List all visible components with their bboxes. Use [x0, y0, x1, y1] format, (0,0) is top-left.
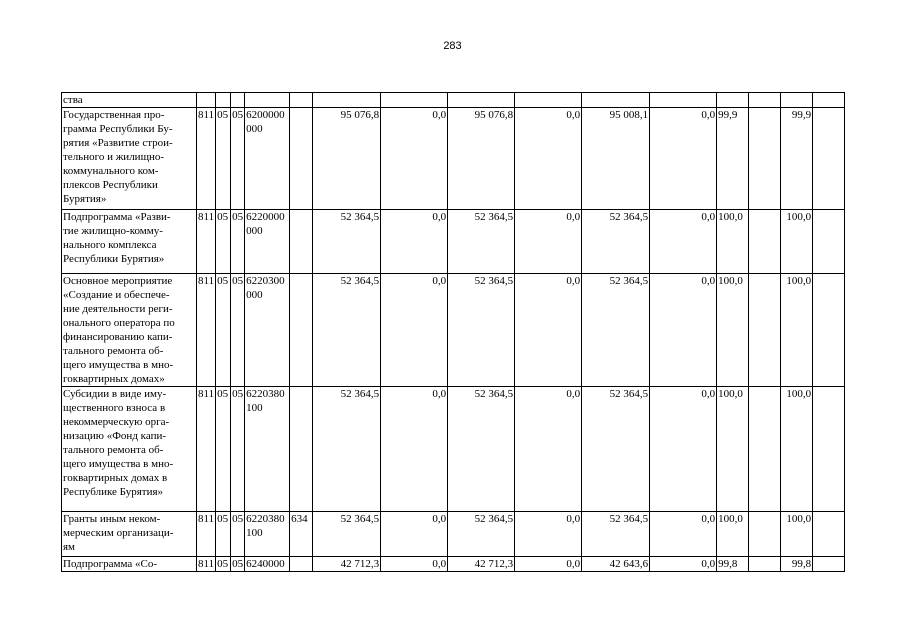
cell-empty: [749, 210, 781, 274]
cell-p2: 100,0: [781, 210, 813, 274]
cell-v5: 52 364,5: [582, 274, 650, 387]
cell-grbs: 811: [197, 512, 216, 557]
cell-v4: 0,0: [515, 274, 582, 387]
cell-v6: 0,0: [650, 274, 717, 387]
cell-v5: 95 008,1: [582, 108, 650, 210]
cell-p1: 100,0: [717, 512, 749, 557]
cell-v1: 42 712,3: [313, 557, 381, 572]
cell-p1: 100,0: [717, 210, 749, 274]
cell-empty: [749, 274, 781, 387]
cell-p2: 100,0: [781, 512, 813, 557]
cell-name: ства: [62, 93, 197, 108]
table-row: [62, 108, 845, 210]
cell-pr: 05: [231, 274, 245, 387]
cell-v5: 52 364,5: [582, 210, 650, 274]
cell-v4: 0,0: [515, 210, 582, 274]
cell-p1: 99,9: [717, 108, 749, 210]
cell-vr: [290, 93, 313, 108]
cell-v5: 52 364,5: [582, 512, 650, 557]
table-row: [62, 387, 845, 512]
cell-v3: 52 364,5: [448, 387, 515, 512]
cell-grbs: 811: [197, 210, 216, 274]
cell-p2: 100,0: [781, 387, 813, 512]
cell-name: Государственная про- грамма Республики Бу- рятия «Развитие строи- тельного и жилищно- коммунального ком- плексов Республики Бурятия»: [62, 108, 197, 210]
cell-vr: [290, 210, 313, 274]
cell-pr: [231, 93, 245, 108]
cell-v1: 95 076,8: [313, 108, 381, 210]
page-number: 283: [443, 40, 462, 52]
cell-empty: [749, 512, 781, 557]
cell-v3: 42 712,3: [448, 557, 515, 572]
cell-empty: [813, 274, 845, 387]
cell-empty: [813, 210, 845, 274]
cell-csr: 6200000 000: [245, 108, 290, 210]
table-body: [62, 93, 845, 572]
cell-csr: 6220380 100: [245, 387, 290, 512]
cell-p1: [717, 93, 749, 108]
cell-v4: 0,0: [515, 108, 582, 210]
cell-v2: 0,0: [381, 108, 448, 210]
cell-rz: 05: [216, 557, 231, 572]
cell-v3: 52 364,5: [448, 274, 515, 387]
cell-v3: [448, 93, 515, 108]
cell-rz: 05: [216, 387, 231, 512]
cell-v6: 0,0: [650, 108, 717, 210]
cell-name: Основное мероприятие «Создание и обеспече- ние деятельности реги- онального оператора по финансированию капи- тального ремонта об- щего имущества в мно- гоквартирных домах»: [62, 274, 197, 387]
cell-empty: [813, 512, 845, 557]
cell-vr: 634: [290, 512, 313, 557]
cell-empty: [813, 557, 845, 572]
cell-name: Подпрограмма «Со-: [62, 557, 197, 572]
cell-empty: [749, 387, 781, 512]
cell-p1: 100,0: [717, 274, 749, 387]
cell-vr: [290, 557, 313, 572]
cell-v3: 52 364,5: [448, 512, 515, 557]
cell-v1: 52 364,5: [313, 210, 381, 274]
cell-empty: [813, 93, 845, 108]
cell-grbs: 811: [197, 108, 216, 210]
cell-rz: 05: [216, 512, 231, 557]
cell-name: Подпрограмма «Разви- тие жилищно-комму- нального комплекса Республики Бурятия»: [62, 210, 197, 274]
cell-pr: 05: [232, 558, 244, 570]
cell-v4: 0,0: [515, 557, 582, 572]
cell-csr: [245, 93, 290, 108]
cell-csr: 6220380 100: [245, 512, 290, 557]
cell-csr: 6220000 000: [245, 210, 290, 274]
cell-rz: 05: [216, 210, 231, 274]
cell-v6: 0,0: [650, 557, 717, 572]
cell-csr: 6220300 000: [245, 274, 290, 387]
cell-rz: 05: [216, 274, 231, 387]
table-row: [62, 274, 845, 387]
cell-v6: [650, 93, 717, 108]
cell-v2: [381, 93, 448, 108]
cell-v4: [515, 93, 582, 108]
cell-csr: 6240000: [245, 557, 290, 572]
cell-v2: 0,0: [381, 274, 448, 387]
cell-empty: [813, 387, 845, 512]
cell-v6: 0,0: [650, 210, 717, 274]
cell-rz: 05: [216, 108, 231, 210]
cell-v3: 95 076,8: [448, 108, 515, 210]
cell-v2: 0,0: [381, 387, 448, 512]
cell-v1: 52 364,5: [313, 274, 381, 387]
cell-v5: [582, 93, 650, 108]
cell-p1: 99,8: [717, 557, 749, 572]
cell-pr: 05: [231, 108, 245, 210]
budget-table: [61, 92, 845, 572]
cell-v5: 52 364,5: [582, 387, 650, 512]
cell-p2: 99,9: [781, 108, 813, 210]
cell-grbs: [197, 93, 216, 108]
cell-p2: 100,0: [781, 274, 813, 387]
cell-v4: 0,0: [515, 512, 582, 557]
table-row: [62, 93, 845, 108]
cell-grbs: 811: [197, 387, 216, 512]
cell-v3: 52 364,5: [448, 210, 515, 274]
cell-v6: 0,0: [650, 512, 717, 557]
cell-v2: 0,0: [381, 210, 448, 274]
cell-empty: [813, 108, 845, 210]
cell-pr: 05: [231, 512, 245, 557]
cell-empty: [749, 557, 781, 572]
cell-v4: 0,0: [515, 387, 582, 512]
cell-v1: 52 364,5: [313, 387, 381, 512]
cell-rz: [216, 93, 231, 108]
cell-p1: 100,0: [717, 387, 749, 512]
cell-v5: 42 643,6: [582, 557, 650, 572]
table-row: [62, 557, 845, 572]
cell-v1: 52 364,5: [313, 512, 381, 557]
cell-p2: [781, 93, 813, 108]
table-row: [62, 210, 845, 274]
cell-grbs: 811: [198, 558, 215, 570]
cell-v1: [313, 93, 381, 108]
cell-name: Гранты иным неком- мерческим организаци- ям: [62, 512, 197, 557]
table-row: [62, 512, 845, 557]
cell-v2: 0,0: [381, 557, 448, 572]
cell-empty: [749, 93, 781, 108]
cell-grbs: 811: [197, 274, 216, 387]
cell-name: Субсидии в виде иму- щественного взноса в некоммерческую орга- низацию «Фонд капи- тального ремонта об- щего имущества в мно- гоквартирных домах в Республике Бурятия»: [62, 387, 197, 512]
cell-vr: [290, 108, 313, 210]
cell-pr: 05: [231, 387, 245, 512]
cell-p2: 99,8: [781, 557, 813, 572]
cell-v6: 0,0: [650, 387, 717, 512]
cell-vr: [290, 274, 313, 387]
cell-v2: 0,0: [381, 512, 448, 557]
cell-pr: 05: [231, 210, 245, 274]
cell-vr: [290, 387, 313, 512]
cell-empty: [749, 108, 781, 210]
